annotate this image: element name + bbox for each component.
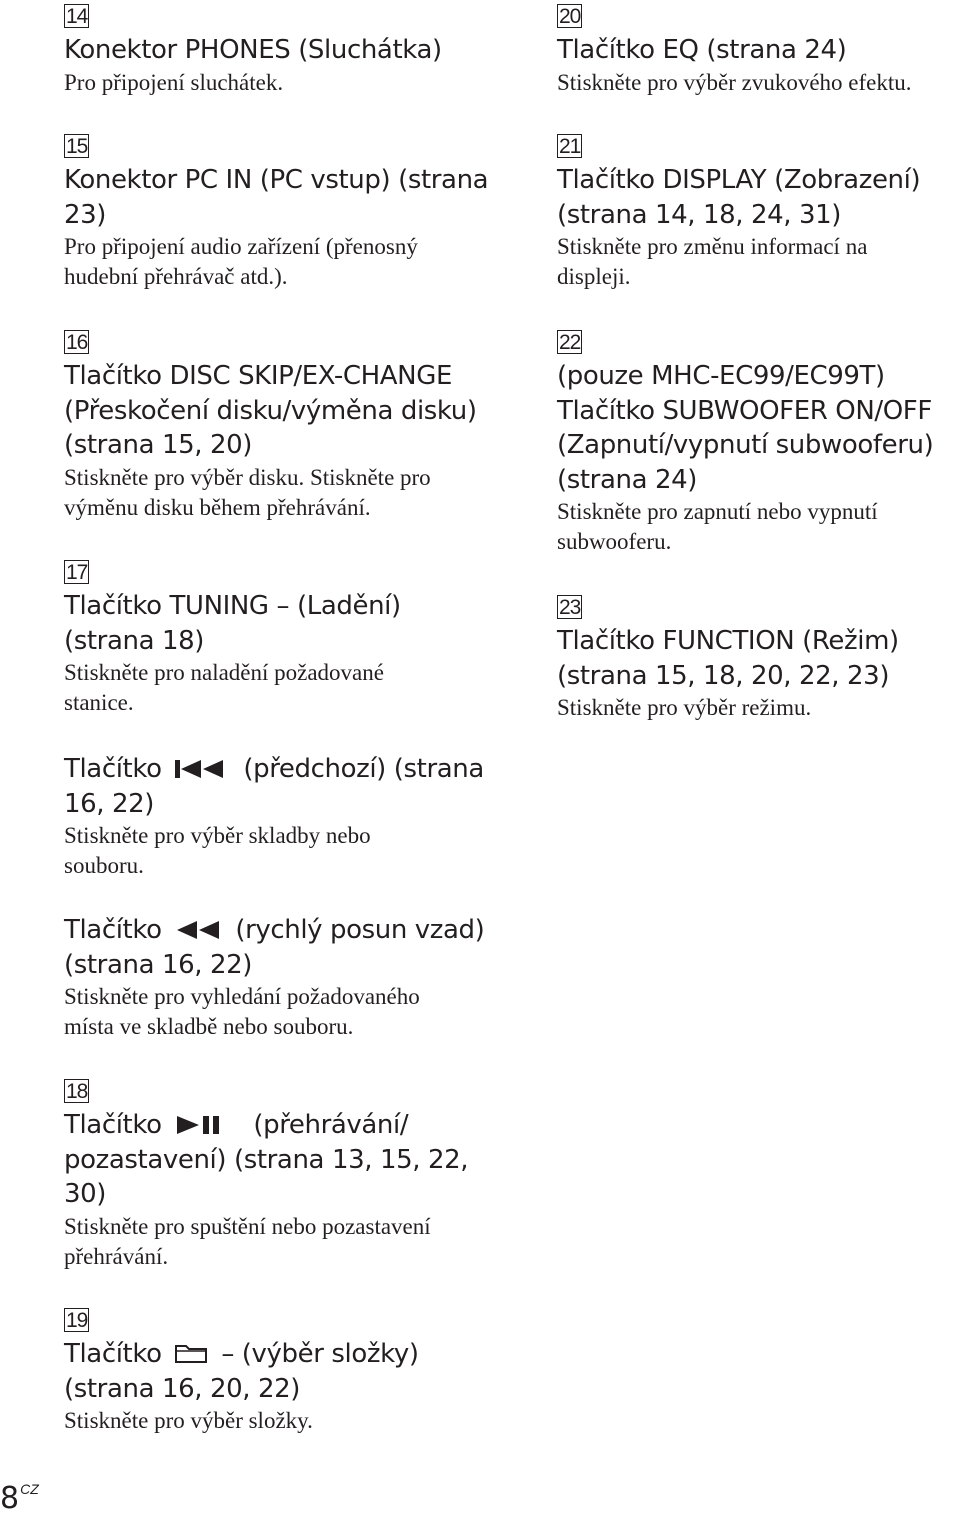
item-description-line: přehrávání. — [64, 1243, 169, 1269]
item-title-line — [64, 752, 504, 787]
item-title-line: pozastavení) (strana 13, 15, 22, — [64, 1144, 469, 1175]
item-14 — [64, 4, 504, 98]
item-title: Konektor PHONES (Sluchátka) — [64, 35, 442, 65]
item-description-line: výměnu disku během přehrávání. — [64, 494, 371, 520]
title-prefix: Tlačítko — [64, 754, 162, 784]
item-number: 16 — [66, 331, 88, 354]
item-21 — [557, 134, 952, 292]
item-title-line: (Přeskočení disku/výměna disku) — [64, 395, 477, 426]
item-title-line — [64, 1337, 504, 1372]
item-description-line: Stiskněte pro změnu informací na — [557, 234, 868, 259]
item-17 — [64, 560, 504, 718]
item-number: 19 — [66, 1309, 88, 1332]
play-pause-icon — [173, 1114, 241, 1136]
item-description: Pro připojení sluchátek. — [64, 69, 284, 95]
item-number: 15 — [66, 135, 88, 158]
item-title-line: Konektor PC IN (PC vstup) (strana — [64, 165, 489, 195]
item-title-line: (strana 18) — [64, 625, 205, 656]
title-prefix: Tlačítko — [64, 1339, 162, 1369]
item-title-line: (strana 16, 20, 22) — [64, 1373, 301, 1404]
item-19 — [64, 1308, 504, 1436]
item-title-line: 23) — [64, 199, 107, 230]
folder-icon — [173, 1341, 209, 1365]
page-number-value: 8 — [0, 1481, 20, 1516]
item-description-line: Stiskněte pro naladění požadované — [64, 660, 384, 685]
item-title-line: 16, 22) — [64, 788, 155, 819]
title-suffix: – (výběr složky) — [221, 1339, 419, 1369]
item-20 — [557, 4, 952, 98]
language-code: CZ — [20, 1481, 39, 1497]
page-number — [0, 1472, 39, 1516]
item-title-line: (strana 24) — [557, 464, 698, 495]
item-title-line: (strana 15, 20) — [64, 430, 253, 460]
item-rewind — [64, 913, 504, 1042]
item-title-line: Tlačítko SUBWOOFER ON/OFF — [557, 395, 932, 426]
item-number: 21 — [559, 135, 581, 158]
item-title: Tlačítko EQ (strana 24) — [557, 35, 847, 65]
item-description-line: displeji. — [557, 264, 631, 289]
item-description-line: stanice. — [64, 690, 134, 715]
item-title-line: (Zapnutí/vypnutí subwooferu) — [557, 430, 934, 460]
item-18 — [64, 1079, 504, 1272]
item-number: 17 — [66, 561, 88, 584]
item-title-line: (pouze MHC-EC99/EC99T) — [557, 361, 885, 391]
title-suffix: (předchozí) (strana — [243, 754, 484, 784]
item-number: 20 — [559, 5, 581, 28]
item-description: Stiskněte pro výběr složky. — [64, 1408, 313, 1433]
item-title-line: (strana 16, 22) — [64, 949, 253, 980]
item-description-line: Stiskněte pro spuštění nebo pozastavení — [64, 1213, 431, 1239]
item-description-line: Stiskněte pro vyhledání požadovaného — [64, 984, 420, 1009]
item-15 — [64, 134, 504, 292]
item-description-line: Stiskněte pro výběr disku. Stiskněte pro — [64, 464, 431, 490]
item-title-line: Tlačítko FUNCTION (Režim) — [557, 626, 899, 656]
item-title-line: (strana 15, 18, 20, 22, 23) — [557, 660, 890, 691]
item-title-line: (strana 14, 18, 24, 31) — [557, 199, 842, 230]
item-title-line: Tlačítko DISC SKIP/EX-CHANGE — [64, 361, 452, 391]
item-title-line: Tlačítko DISPLAY (Zobrazení) — [557, 165, 921, 195]
item-number: 18 — [66, 1080, 88, 1103]
item-number: 23 — [559, 596, 581, 619]
item-previous — [64, 752, 504, 881]
item-23 — [557, 595, 952, 723]
item-description-line: souboru. — [64, 853, 144, 878]
item-16 — [64, 330, 504, 523]
item-description: Stiskněte pro výběr režimu. — [557, 695, 812, 720]
item-description: Stiskněte pro výběr zvukového efektu. — [557, 69, 912, 95]
item-title-line: Tlačítko TUNING – (Ladění) — [64, 591, 401, 621]
item-description-line: hudební přehrávač atd.). — [64, 264, 288, 289]
item-description-line: Stiskněte pro zapnutí nebo vypnutí — [557, 499, 878, 524]
title-suffix: (přehrávání/ — [253, 1110, 409, 1140]
title-prefix: Tlačítko — [64, 915, 162, 945]
item-description-line: subwooferu. — [557, 529, 672, 554]
item-description-line: Stiskněte pro výběr skladby nebo — [64, 823, 371, 848]
previous-track-icon — [173, 758, 231, 780]
item-description-line: místa ve skladbě nebo souboru. — [64, 1014, 354, 1039]
item-title-line: 30) — [64, 1179, 107, 1209]
item-description-line: Pro připojení audio zařízení (přenosný — [64, 234, 418, 259]
item-22 — [557, 330, 952, 557]
item-title-line — [64, 913, 504, 948]
item-title-line — [64, 1108, 504, 1143]
rewind-icon — [173, 919, 223, 941]
title-prefix: Tlačítko — [64, 1110, 162, 1140]
item-number: 14 — [66, 5, 88, 28]
title-suffix: (rychlý posun vzad) — [235, 915, 485, 945]
item-number: 22 — [559, 331, 581, 354]
